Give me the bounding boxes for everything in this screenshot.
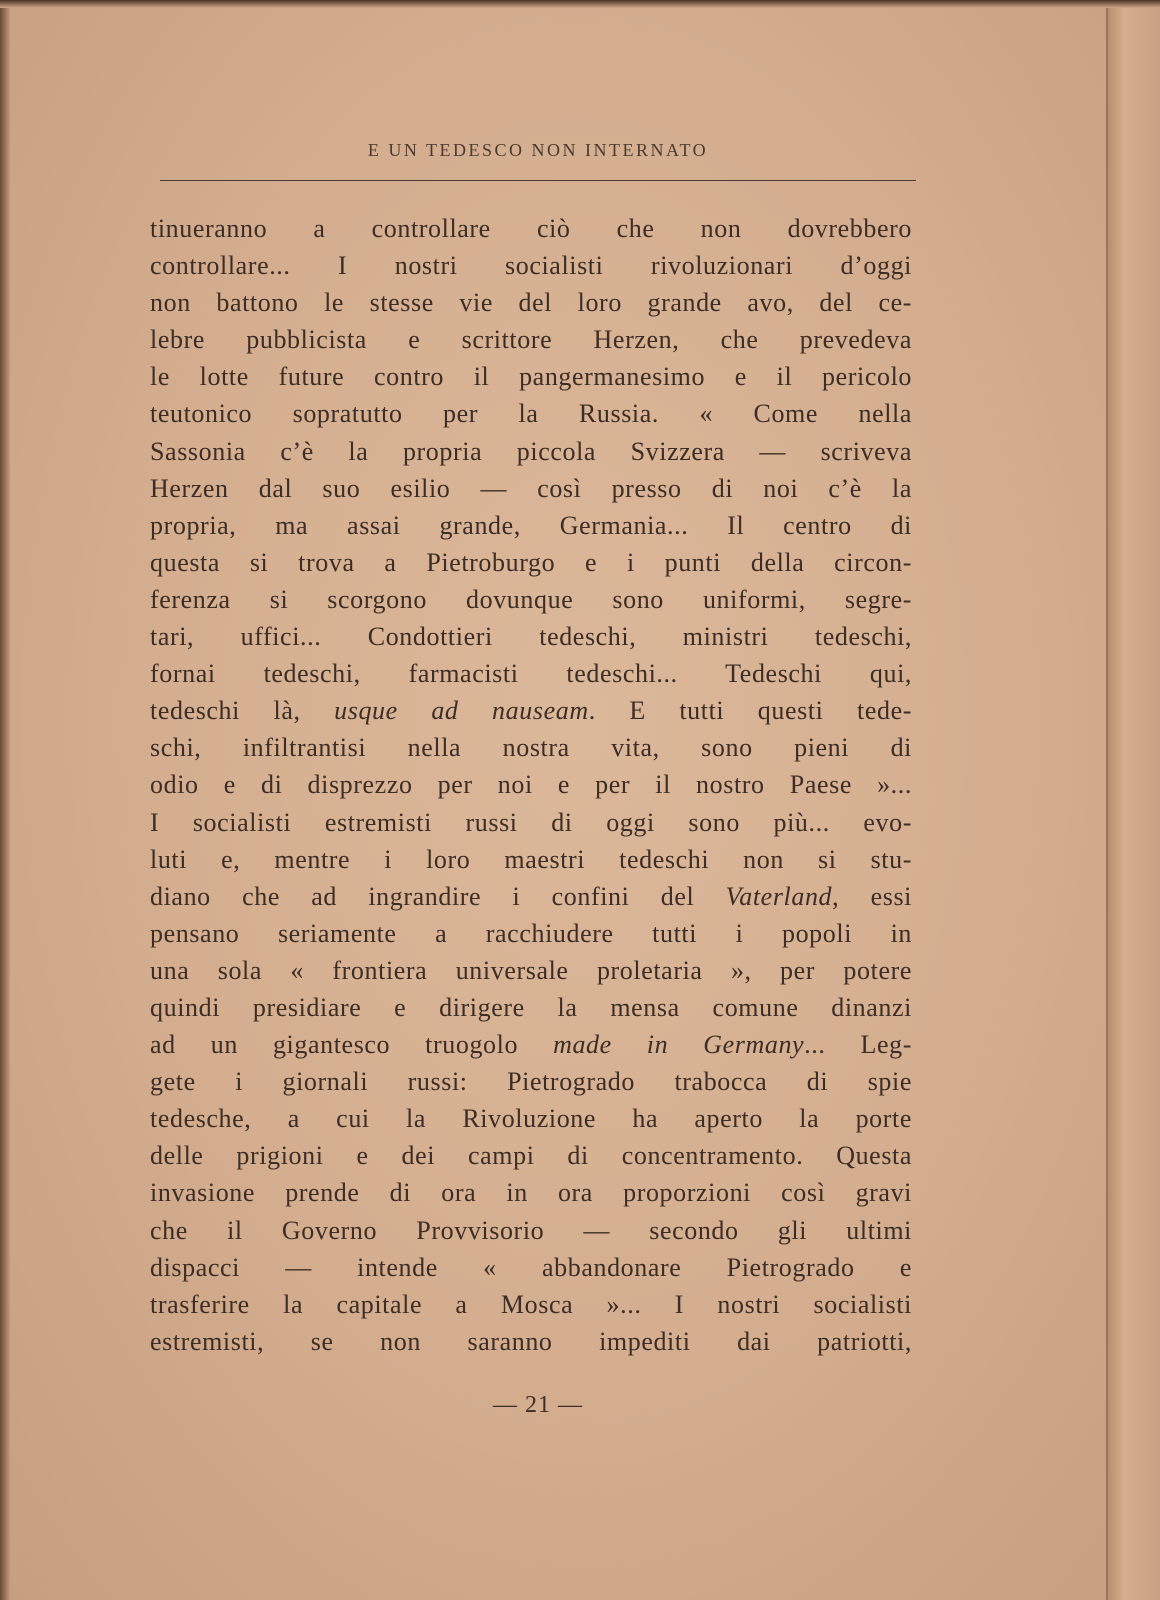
text-segment: diano che ad ingrandire i confini del <box>150 881 726 911</box>
text-segment: propria, ma assai grande, Germania... Il centro di <box>150 510 912 540</box>
text-segment: gete i giornali russi: Pietrogrado trabocca di spie <box>150 1067 912 1097</box>
text-line <box>150 729 912 766</box>
text-segment: tedesche, a cui la Rivoluzione ha aperto la porte <box>150 1104 912 1134</box>
text-line <box>150 952 912 989</box>
text-line <box>150 841 912 878</box>
text-segment: una sola « frontiera universale proletaria », per potere <box>150 955 912 985</box>
page-number: — 21 — <box>493 1392 583 1418</box>
italic-phrase: made in Germany <box>553 1030 805 1060</box>
text-line <box>150 1026 912 1063</box>
italic-phrase: usque ad nauseam <box>334 696 589 726</box>
text-segment: non battono le stesse vie del loro grande avo, del ce- <box>150 288 912 318</box>
body-text <box>150 210 912 1360</box>
text-line <box>150 507 912 544</box>
text-line <box>150 1323 912 1360</box>
text-segment: tedeschi là, <box>150 696 335 726</box>
text-segment: fornai tedeschi, farmacisti tedeschi... Tedeschi qui, <box>150 659 912 689</box>
text-segment: che il Governo Provvisorio — secondo gli ultimi <box>150 1215 912 1245</box>
text-segment: , essi <box>832 881 912 911</box>
text-line <box>150 284 912 321</box>
text-line <box>150 655 912 692</box>
text-line <box>150 1100 912 1137</box>
text-line <box>150 1286 912 1323</box>
text-line <box>150 1174 912 1211</box>
text-segment: quindi presidiare e dirigere la mensa comune dinanzi <box>150 992 912 1022</box>
text-segment: ferenza si scorgono dovunque sono uniformi, segre- <box>150 584 912 614</box>
text-line <box>150 581 912 618</box>
text-segment: teutonico sopratutto per la Russia. « Come nella <box>150 399 912 429</box>
text-segment: tari, uffici... Condottieri tedeschi, ministri tedeschi, <box>150 622 912 652</box>
text-line <box>150 1063 912 1100</box>
text-line <box>150 618 912 655</box>
text-segment: tinueranno a controllare ciò che non dovrebbero <box>150 214 912 243</box>
text-line <box>150 470 912 507</box>
text-line <box>150 1249 912 1286</box>
page-edge <box>1106 0 1160 1600</box>
text-segment: delle prigioni e dei campi di concentramento. Questa <box>150 1141 912 1171</box>
text-segment: dispacci — intende « abbandonare Pietrogrado e <box>150 1252 912 1282</box>
text-segment: questa si trova a Pietroburgo e i punti della circon- <box>150 547 912 577</box>
text-segment: estremisti, se non saranno impediti dai patriotti, <box>150 1326 912 1356</box>
text-line <box>150 433 912 470</box>
text-line <box>150 544 912 581</box>
text-line <box>150 989 912 1026</box>
text-line <box>150 804 912 841</box>
text-segment: trasferire la capitale a Mosca »... I nostri socialisti <box>150 1289 912 1319</box>
text-segment: luti e, mentre i loro maestri tedeschi non si stu- <box>150 844 912 874</box>
text-segment: Sassonia c’è la propria piccola Svizzera — scriveva <box>150 436 912 466</box>
text-line <box>150 210 912 247</box>
text-line <box>150 358 912 395</box>
text-segment: le lotte future contro il pangermanesimo e il pericolo <box>150 362 912 392</box>
text-segment: schi, infiltrantisi nella nostra vita, sono pieni di <box>150 733 912 763</box>
text-line <box>150 915 912 952</box>
italic-phrase: Vaterland <box>725 881 833 911</box>
text-segment: ... Leg- <box>804 1030 912 1060</box>
text-segment: invasione prende di ora in ora proporzioni così gravi <box>150 1178 912 1208</box>
text-line <box>150 1212 912 1249</box>
running-head: E UN TEDESCO NON INTERNATO <box>367 140 709 160</box>
text-line <box>150 247 912 284</box>
text-segment: I socialisti estremisti russi di oggi sono più... evo- <box>150 807 912 837</box>
text-segment: . E tutti questi tede- <box>588 696 912 726</box>
text-line <box>150 1137 912 1174</box>
text-segment: odio e di disprezzo per noi e per il nostro Paese »... <box>150 770 912 800</box>
text-line <box>150 395 912 432</box>
text-segment: controllare... I nostri socialisti rivoluzionari d’oggi <box>150 251 912 281</box>
text-segment: lebre pubblicista e scrittore Herzen, che prevedeva <box>150 325 912 355</box>
text-segment: ad un gigantesco truogolo <box>150 1030 554 1060</box>
text-line <box>150 692 912 729</box>
text-segment: Herzen dal suo esilio — così presso di noi c’è la <box>150 473 912 503</box>
text-line <box>150 321 912 358</box>
text-line <box>150 878 912 915</box>
header-rule <box>160 180 916 181</box>
text-segment: pensano seriamente a racchiudere tutti i popoli in <box>150 918 912 948</box>
text-line <box>150 766 912 803</box>
